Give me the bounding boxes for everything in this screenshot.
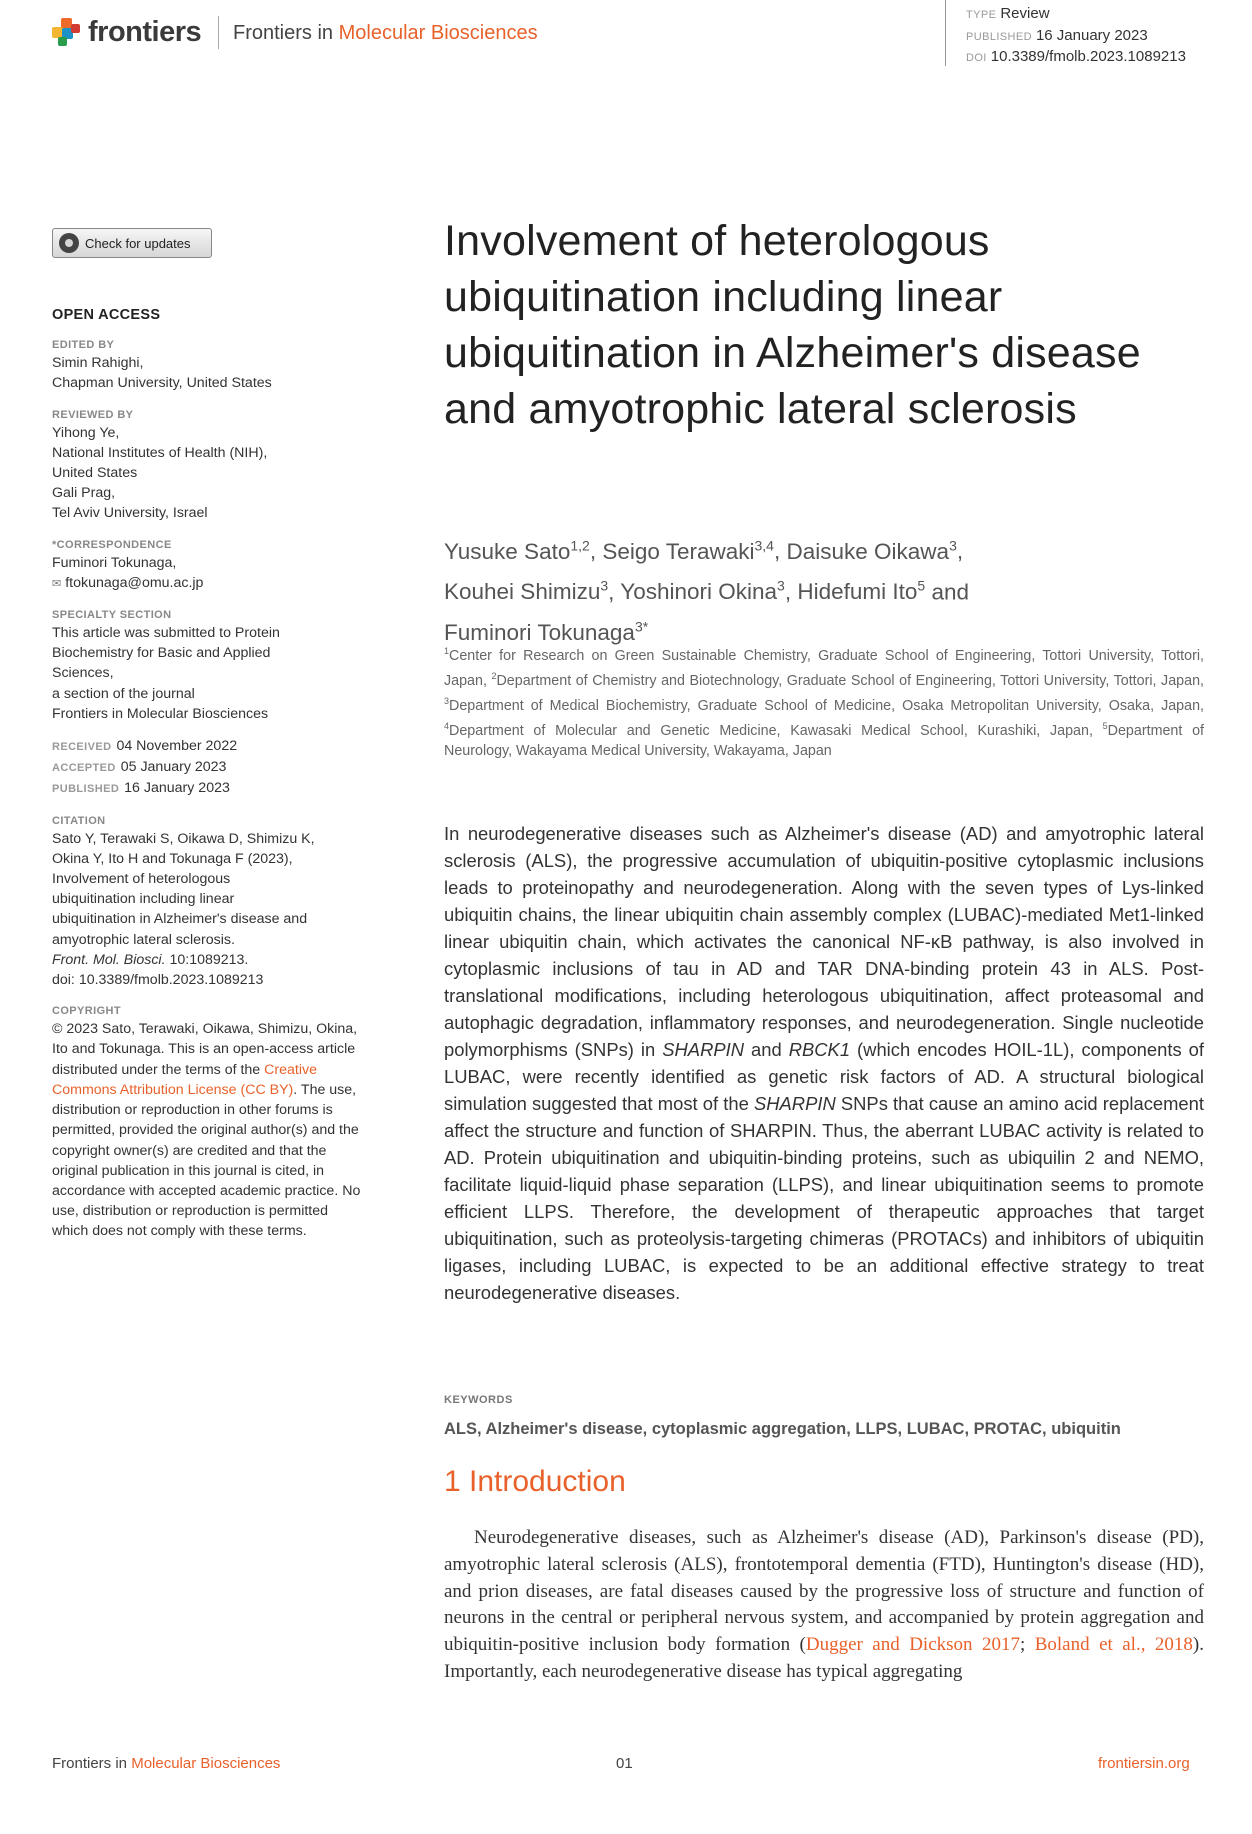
copyright-label: COPYRIGHT bbox=[52, 1005, 121, 1018]
gene-name: SHARPIN bbox=[753, 1093, 836, 1114]
page-number: 01 bbox=[616, 1755, 633, 1772]
check-updates-label: Check for updates bbox=[85, 235, 191, 251]
reference-link[interactable]: Dugger and Dickson 2017 bbox=[805, 1634, 1020, 1656]
editor-affiliation: Chapman University, United States bbox=[52, 375, 272, 392]
author[interactable]: Fuminori Tokunaga$^{3*}$ bbox=[444, 618, 649, 645]
specialty-line: This article was submitted to Protein bbox=[52, 625, 280, 642]
citation-journal: Front. Mol. Biosci. bbox=[52, 951, 166, 968]
citation-journal-row bbox=[52, 950, 362, 970]
gene-name: SHARPIN bbox=[662, 1039, 745, 1060]
specialty-line: Sciences, bbox=[52, 665, 114, 682]
specialty-line: Frontiers in Molecular Biosciences bbox=[52, 705, 269, 722]
frontiers-logo[interactable] bbox=[52, 16, 201, 49]
reference-link[interactable]: Boland et al., 2018 bbox=[1034, 1634, 1193, 1656]
keywords-label: KEYWORDS bbox=[444, 1394, 513, 1406]
published-label: PUBLISHED bbox=[966, 30, 1032, 43]
citation-line: amyotrophic lateral sclerosis. bbox=[52, 931, 235, 948]
envelope-icon: ✉ bbox=[52, 577, 62, 590]
received-label: RECEIVED bbox=[52, 741, 112, 754]
type-label: TYPE bbox=[966, 9, 997, 21]
correspondence-name: Fuminori Tokunaga, bbox=[52, 554, 177, 571]
doi-value[interactable]: 10.3389/fmolb.2023.1089213 bbox=[990, 48, 1186, 65]
published-label-side: PUBLISHED bbox=[52, 783, 120, 796]
correspondence-email[interactable]: ftokunaga@omu.ac.jp bbox=[65, 574, 204, 591]
copyright-post: . The use, distribution or reproduction in other forums is permitted, provided the original author(s) and the copyright owner(s) are credited and that the original publication in this journal is cited, in accordance with accepted academic practice. No use, distribution or reproduction is permitted which does not comply with these terms. bbox=[52, 1081, 361, 1240]
intro-paragraph: Neurodegenerative diseases, such as Alzheimer's disease (AD), Parkinson's disease (PD), amyotrophic lateral sclerosis (ALS), frontotemporal dementia (FTD), Huntington's disease (HD), and prion diseases, are fatal diseases caused by the progressive loss of structure and function of neurons in the central or peripheral nervous system, and accompanied by protein aggregation and ubiquitin-positive inclusion body formation (Dugger and Dickson 2017; Boland et al., 2018). Importantly, each neurodegenerative disease has typical aggregating bbox=[444, 1527, 1204, 1682]
dates-block bbox=[52, 736, 362, 800]
author[interactable]: Hidefumi Ito$^5$ bbox=[797, 577, 926, 604]
abstract: In neurodegenerative diseases such as Alzheimer's disease (AD) and amyotrophic lateral sclerosis (ALS), the progressive accumulation of ubiquitin-positive cytoplasmic inclusions leads to proteinopathy and neurodegeneration. Along with the seven types of Lys-linked ubiquitin chains, the linear ubiquitin chain assembly complex (LUBAC)-mediated Met1-linked linear ubiquitin chain, which activates the canonical NF-κB pathway, is also involved in cytoplasmic inclusions of tau in AD and TAR DNA-binding protein 43 in ALS. Post-translational modifications, including heterologous ubiquitination, affect proteasomal and autophagic degradation, inflammatory responses, and neurodegeneration. Single nucleotide polymorphisms (SNPs) in SHARPIN and RBCK1 (which encodes HOIL-1L), components of LUBAC, were recently identified as genetic risk factors of AD. A structural biological simulation suggested that most of the SHARPIN SNPs that cause an amino acid replacement affect the structure and function of SHARPIN. Thus, the aberrant LUBAC activity is related to AD. Protein ubiquitination and ubiquitin-binding proteins, such as ubiquilin 2 and NEMO, facilitate liquid-liquid phase separation (LLPS), and linear ubiquitination seems to promote efficient LLPS. Therefore, the development of therapeutic approaches that target ubiquitination, such as proteolysis-targeting chimeras (PROTACs) and inhibitors of ubiquitin ligases, including LUBAC, is expected to be an additional effective strategy to treat neurodegenerative diseases. bbox=[444, 823, 1205, 1303]
author[interactable]: Kouhei Shimizu$^3$ bbox=[444, 577, 609, 604]
reviewer-line: Tel Aviv University, Israel bbox=[52, 505, 208, 522]
license-link[interactable]: Creative Commons Attribution License (CC BY) bbox=[52, 1061, 317, 1098]
frontiers-logo-icon bbox=[52, 18, 82, 48]
footer-site-link[interactable]: frontiersin.org bbox=[1098, 1755, 1190, 1772]
open-access-label: OPEN ACCESS bbox=[52, 307, 161, 323]
logo-text: frontiers bbox=[88, 16, 202, 48]
specialty-label: SPECIALTY SECTION bbox=[52, 609, 172, 622]
footer-journal[interactable]: Frontiers in Molecular Biosciences bbox=[52, 1755, 281, 1772]
author[interactable]: Daisuke Oikawa$^3$ bbox=[786, 537, 957, 564]
copyright-pre: © 2023 Sato, Terawaki, Oikawa, Shimizu, Okina, Ito and Tokunaga. This is an open-access article distributed under the terms of the bbox=[52, 1021, 358, 1078]
author[interactable]: Yoshinori Okina$^3$ bbox=[620, 577, 785, 604]
check-updates-button[interactable] bbox=[52, 228, 212, 258]
citation-line: Involvement of heterologous bbox=[52, 871, 231, 888]
citation-label: CITATION bbox=[52, 814, 106, 827]
reviewer-line: Gali Prag, bbox=[52, 485, 116, 502]
published-value: 16 January 2023 bbox=[1035, 26, 1148, 44]
correspondence-email-row[interactable] bbox=[52, 573, 362, 594]
edited-by-label: EDITED BY bbox=[52, 339, 115, 352]
citation-volume: 10:1089213. bbox=[165, 951, 249, 968]
article-title: Involvement of heterologous ubiquitination including linear ubiquitination in Alzheimer's disease and amyotrophic lateral sclerosis bbox=[444, 217, 1141, 433]
accepted-label: ACCEPTED bbox=[52, 762, 116, 775]
reviewer-line: National Institutes of Health (NIH), bbox=[52, 444, 268, 461]
gene-name: RBCK1 bbox=[788, 1039, 851, 1060]
author[interactable]: Seigo Terawaki$^{3,4}$ bbox=[602, 537, 774, 564]
journal-prefix: Frontiers in bbox=[233, 22, 334, 44]
article-meta bbox=[966, 4, 1186, 69]
crossmark-icon bbox=[59, 233, 79, 253]
reviewed-by-label: REVIEWED BY bbox=[52, 408, 134, 421]
journal-name: Molecular Biosciences bbox=[338, 22, 538, 44]
accepted-value: 05 January 2023 bbox=[120, 759, 227, 776]
correspondence-label: *CORRESPONDENCE bbox=[52, 538, 172, 551]
citation-line: ubiquitination in Alzheimer's disease and bbox=[52, 911, 308, 928]
received-value: 04 November 2022 bbox=[116, 738, 238, 755]
type-value: Review bbox=[1000, 5, 1050, 22]
reviewer-line: United States bbox=[52, 465, 138, 482]
published-row bbox=[52, 778, 362, 799]
keywords: ALS, Alzheimer's disease, cytoplasmic aggregation, LLPS, LUBAC, PROTAC, ubiquitin bbox=[444, 1420, 1121, 1438]
author[interactable]: Yusuke Sato$^{1,2}$ bbox=[444, 537, 590, 564]
specialty-line: Biochemistry for Basic and Applied bbox=[52, 645, 271, 662]
accepted-row bbox=[52, 757, 362, 778]
author-list: Yusuke Sato$^{1,2}$, Seigo Terawaki$^{3,4}$, Daisuke Oikawa$^3$, Kouhei Shimizu$^3$, Yoshinori Okina$^3$, Hidefumi Ito$^5$ and Fuminori Tokunaga$^{3*}$ bbox=[444, 537, 969, 645]
citation-line: Sato Y, Terawaki S, Oikawa D, Shimizu K, bbox=[52, 830, 315, 847]
header-divider bbox=[218, 16, 219, 49]
reviewer-line: Yihong Ye, bbox=[52, 424, 120, 441]
citation-doi[interactable]: doi: 10.3389/fmolb.2023.1089213 bbox=[52, 972, 264, 989]
meta-divider bbox=[945, 0, 946, 66]
editor-name: Simin Rahighi, bbox=[52, 355, 144, 372]
doi-label: DOI bbox=[966, 52, 987, 64]
sidebar bbox=[52, 305, 362, 1242]
journal-title[interactable] bbox=[233, 22, 538, 45]
citation-line: ubiquitination including linear bbox=[52, 891, 235, 908]
affiliations: $^1$Center for Research on Green Sustainable Chemistry, Graduate School of Engineering, Tottori University, Tottori, Japan, $^2$Department of Chemistry and Biotechnology, Graduate School of Engineering, Tottori University, Tottori, Japan, $^3$Department of Medical Biochemistry, Graduate School of Medicine, Osaka Metropolitan University, Osaka, Japan, $^4$Department of Molecular and Genetic Medicine, Kawasaki Medical School, Kurashiki, Japan, $^5$Department of Neurology, Wakayama Medical University, Wakayama, Japan bbox=[444, 646, 1204, 760]
specialty-line: a section of the journal bbox=[52, 685, 195, 702]
copyright-text bbox=[52, 1019, 362, 1241]
citation-line: Okina Y, Ito H and Tokunaga F (2023), bbox=[52, 850, 293, 867]
section-heading: 1 Introduction bbox=[444, 1465, 626, 1498]
published-value-side: 16 January 2023 bbox=[124, 780, 230, 797]
received-row bbox=[52, 736, 362, 757]
